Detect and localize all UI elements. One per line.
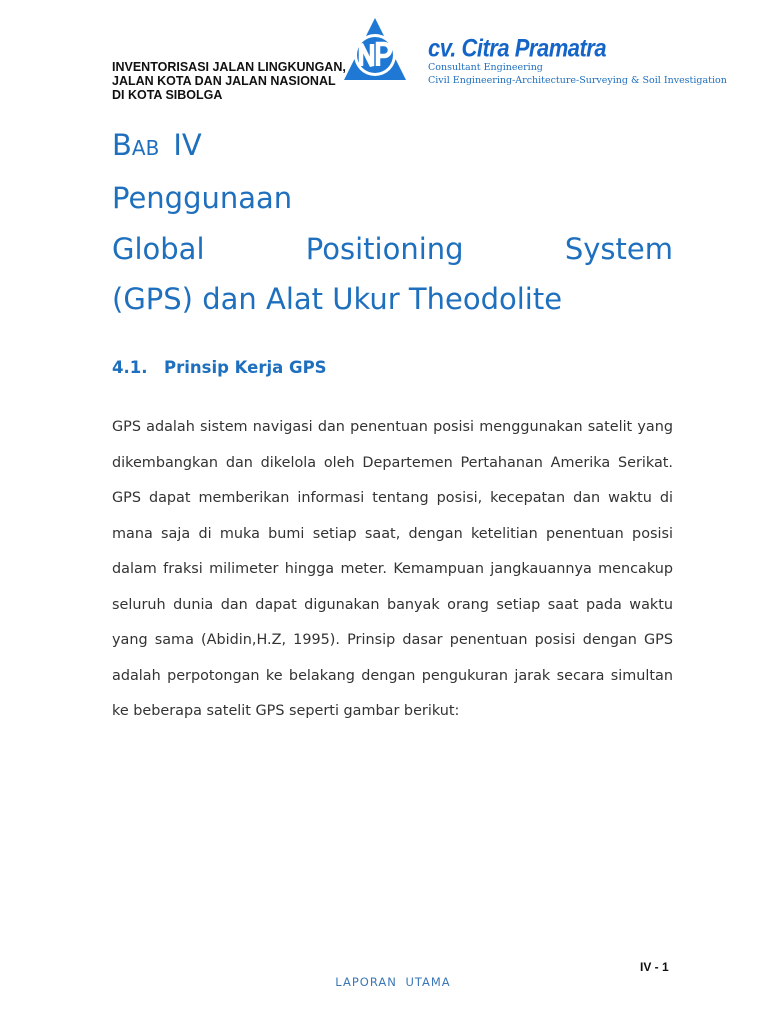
title-word: Positioning <box>305 232 464 266</box>
chapter-title-line <box>112 232 673 266</box>
tagline-line: Civil Engineering-Architecture-Surveying & Soil Investigation <box>428 75 727 86</box>
company-name: cv. Citra Pramatra <box>428 34 607 62</box>
section-title: Prinsip Kerja GPS <box>164 358 327 377</box>
chapter-title-line: (GPS) dan Alat Ukur Theodolite <box>112 282 563 316</box>
title-word: System <box>564 232 673 266</box>
chapter-label: Bab <box>112 128 160 162</box>
chapter-title-line: Penggunaan <box>112 181 293 215</box>
chapter-heading <box>112 128 202 162</box>
section-heading <box>112 358 327 377</box>
project-title <box>112 60 346 102</box>
company-logo-icon <box>342 16 408 82</box>
page-number: IV - 1 <box>640 960 669 974</box>
tagline-line: Consultant Engineering <box>428 62 543 73</box>
title-word: Global <box>112 232 205 266</box>
section-number: 4.1. <box>112 358 148 377</box>
chapter-number: IV <box>173 128 202 162</box>
project-title-line: DI KOTA SIBOLGA <box>112 88 223 102</box>
project-title-line: JALAN KOTA DAN JALAN NASIONAL <box>112 74 336 88</box>
body-paragraph: GPS adalah sistem navigasi dan penentuan posisi menggunakan satelit yang dikembangkan dan dikelola oleh Departemen Pertahanan Amerika Serikat. GPS dapat memberikan informasi tentang posisi, kecepatan dan waktu di mana saja di muka bumi setiap saat, dengan ketelitian penentuan posisi dalam fraksi milimeter hingga meter. Kemampuan jangkauannya mencakup seluruh dunia dan dapat digunakan banyak orang setiap saat pada waktu yang sama (Abidin,H.Z, 1995). Prinsip dasar penentuan posisi dengan GPS adalah perpotongan ke belakang dengan pengukuran jarak secara simultan ke beberapa satelit GPS seperti gambar berikut: <box>112 419 673 719</box>
report-label: LAPORAN UTAMA <box>335 975 451 989</box>
project-title-line: INVENTORISASI JALAN LINGKUNGAN, <box>112 60 346 74</box>
company-tagline <box>428 61 727 87</box>
